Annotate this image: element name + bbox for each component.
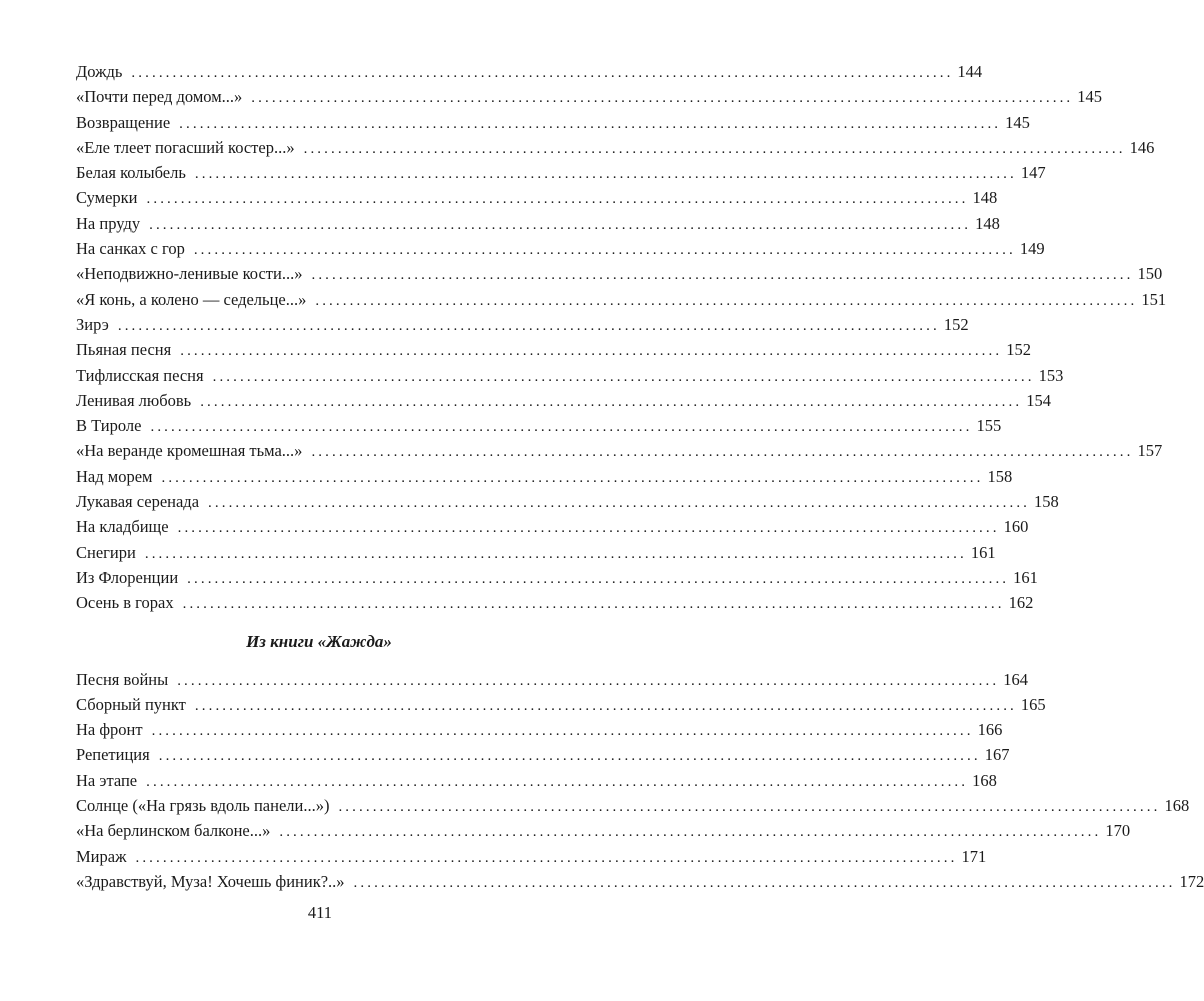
toc-entry-page: 158 (1034, 492, 1059, 512)
dot-leader: ........................................................................................................................ (251, 90, 1074, 107)
toc-entry-page: 162 (1008, 593, 1034, 613)
toc-entry (76, 337, 1031, 362)
toc-entry-title: Сборный пункт (76, 694, 186, 714)
toc-entry-page: 148 (972, 188, 998, 208)
toc-entry (76, 438, 1163, 463)
dot-leader: ........................................................................................................................ (161, 469, 984, 486)
toc-entry-page: 161 (1013, 567, 1038, 587)
toc-entry (76, 565, 1038, 590)
toc-entry (76, 742, 1010, 767)
toc-entry-page: 153 (1038, 365, 1064, 385)
toc-entry-page: 144 (957, 62, 983, 81)
toc-entry (76, 869, 1204, 894)
toc-entry-title: Репетиция (76, 745, 150, 765)
toc-entry (76, 464, 1013, 489)
toc-entry-page: 164 (1003, 669, 1028, 689)
toc-entry (76, 590, 1034, 615)
dot-leader: ........................................................................................................................ (303, 140, 1126, 157)
toc-entry (76, 135, 1155, 160)
dot-leader: ........................................................................................................................ (151, 723, 974, 740)
toc-entry-title: «Здравствуй, Муза! Хочешь финик?..» (76, 871, 345, 891)
toc-entry-title: «Неподвижно-ленивые кости...» (76, 264, 303, 284)
toc-entry-title: На санках с гор (76, 239, 185, 259)
toc-entry-title: Белая колыбель (76, 163, 186, 183)
dot-leader: ........................................................................................................................ (117, 317, 940, 334)
toc-entry-page: 149 (1019, 239, 1045, 259)
dot-leader: ........................................................................................................................ (279, 824, 1102, 841)
dot-leader: ........................................................................................................................ (311, 267, 1134, 284)
toc-entry-page: 145 (1077, 87, 1103, 107)
toc-entry-page: 151 (1141, 289, 1167, 309)
toc-entry (76, 793, 1190, 818)
dot-leader: ........................................................................................................................ (311, 444, 1134, 461)
toc-entry (76, 818, 1131, 843)
toc-entry-title: Над морем (76, 466, 153, 486)
toc-entry (76, 489, 1059, 514)
toc-entry-title: «На веранде кромешная тьма...» (76, 441, 303, 461)
toc-entry-page: 152 (943, 314, 969, 334)
toc-entry-page: 155 (976, 416, 1002, 436)
dot-leader: ........................................................................................................................ (158, 748, 981, 765)
toc-entry-title: Ленивая любовь (76, 390, 192, 410)
dot-leader: ........................................................................................................................ (179, 115, 1002, 132)
dot-leader: ........................................................................................................................ (177, 520, 1000, 537)
toc-entry (76, 84, 1103, 109)
toc-entry (76, 211, 1000, 236)
dot-leader: ........................................................................................................................ (180, 343, 1003, 360)
toc-entry (76, 692, 1046, 717)
toc-entry (76, 844, 987, 869)
toc-entry-page: 161 (970, 542, 996, 562)
toc-entry (76, 363, 1064, 388)
toc-entry-page: 168 (972, 770, 997, 790)
toc-entry-page: 172 (1179, 871, 1204, 891)
toc-entry-page: 157 (1137, 441, 1163, 461)
toc-entry (76, 236, 1045, 261)
toc-entry (76, 160, 1046, 185)
toc-entry-title: Снегири (76, 542, 136, 562)
dot-leader: ........................................................................................................................ (146, 773, 969, 790)
dot-leader: ........................................................................................................................ (150, 419, 973, 436)
toc-entry (76, 312, 969, 337)
toc-entry (76, 768, 997, 793)
toc-entry-page: 160 (1003, 517, 1029, 537)
toc-entry (76, 261, 1163, 286)
dot-leader: ........................................................................................................................ (208, 495, 1031, 512)
toc-page (76, 59, 1204, 894)
toc-entry-title: В Тироле (76, 416, 142, 436)
toc-entry-title: Песня войны (76, 669, 169, 689)
toc-entry (76, 717, 1003, 742)
dot-leader: ........................................................................................................................ (146, 191, 969, 208)
dot-leader: ........................................................................................................................ (212, 368, 1035, 385)
toc-entry (76, 185, 998, 210)
toc-entry-title: Лукавая серенада (76, 492, 200, 512)
toc-entry-title: Возвращение (76, 112, 171, 132)
dot-leader: ........................................................................................................................ (131, 65, 954, 81)
toc-entry-page: 171 (961, 846, 987, 866)
toc-list-section-2 (76, 667, 1204, 895)
toc-entry-page: 167 (984, 745, 1010, 765)
toc-entry-title: Осень в горах (76, 593, 174, 613)
toc-entry-page: 170 (1105, 821, 1131, 841)
toc-entry-page: 150 (1137, 264, 1163, 284)
toc-entry-title: Тифлисская песня (76, 365, 204, 385)
toc-entry-page: 148 (975, 213, 1000, 233)
dot-leader: ........................................................................................................................ (177, 672, 1000, 689)
toc-entry-title: На пруду (76, 213, 141, 233)
toc-entry (76, 540, 996, 565)
dot-leader: ........................................................................................................................ (182, 596, 1005, 613)
dot-leader: ........................................................................................................................ (353, 874, 1176, 891)
toc-entry-title: На кладбище (76, 517, 169, 537)
toc-entry-title: «Почти перед домом...» (76, 87, 243, 107)
dot-leader: ........................................................................................................................ (338, 799, 1161, 816)
dot-leader: ........................................................................................................................ (144, 545, 967, 562)
toc-entry-page: 145 (1005, 112, 1030, 132)
toc-entry-title: Пьяная песня (76, 340, 172, 360)
toc-entry-title: Сумерки (76, 188, 138, 208)
toc-entry-page: 168 (1164, 796, 1190, 816)
toc-entry-title: Солнце («На грязь вдоль панели...») (76, 796, 330, 816)
dot-leader: ........................................................................................................................ (193, 242, 1016, 259)
toc-entry-title: «Я конь, а колено — седельце...» (76, 289, 307, 309)
toc-entry-title: Дождь (76, 62, 123, 81)
toc-entry-title: «Еле тлеет погасший костер...» (76, 137, 295, 157)
toc-entry-page: 146 (1129, 137, 1155, 157)
toc-entry-page: 147 (1020, 163, 1046, 183)
toc-entry-title: «На берлинском балконе...» (76, 821, 271, 841)
toc-entry (76, 667, 1028, 692)
toc-entry (76, 388, 1051, 413)
toc-entry (76, 413, 1002, 438)
toc-entry-title: На фронт (76, 720, 143, 740)
toc-entry (76, 287, 1167, 312)
toc-entry-page: 165 (1020, 694, 1046, 714)
dot-leader: ........................................................................................................................ (315, 292, 1138, 309)
dot-leader: ........................................................................................................................ (200, 393, 1023, 410)
toc-entry-title: Из Флоренции (76, 567, 179, 587)
toc-entry-page: 158 (987, 466, 1013, 486)
toc-list-section-1 (76, 59, 1167, 616)
dot-leader: ........................................................................................................................ (194, 166, 1017, 183)
toc-entry-page: 154 (1026, 390, 1051, 410)
toc-entry (76, 110, 1030, 135)
dot-leader: ........................................................................................................................ (149, 216, 972, 233)
toc-entry (76, 59, 983, 84)
toc-entry (76, 514, 1029, 539)
page-number: 411 (307, 903, 333, 922)
toc-entry-title: На этапе (76, 770, 138, 790)
toc-entry-page: 152 (1006, 340, 1031, 360)
toc-entry-title: Зирэ (76, 314, 109, 334)
dot-leader: ........................................................................................................................ (194, 697, 1017, 714)
toc-entry-page: 166 (977, 720, 1003, 740)
dot-leader: ........................................................................................................................ (135, 849, 958, 866)
section-heading: Из книги «Жажда» (246, 631, 392, 651)
dot-leader: ........................................................................................................................ (187, 570, 1010, 587)
toc-entry-title: Мираж (76, 846, 127, 866)
